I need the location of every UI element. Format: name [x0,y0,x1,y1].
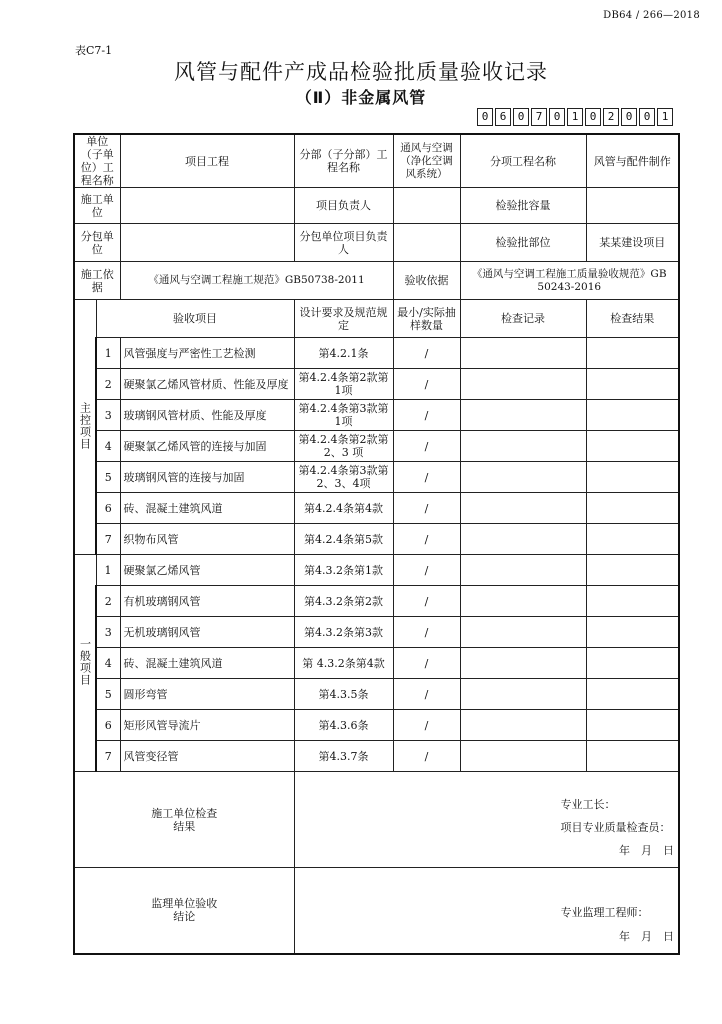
row-spec: 第4.3.5条 [294,679,393,710]
col-sample-header: 最小/实际抽样数量 [393,300,460,338]
row-sample[interactable]: / [393,431,460,462]
inspector-label: 项目专业质量检查员： [560,821,671,834]
row-item: 风管变径管 [120,741,294,772]
row-item: 无机玻璃钢风管 [120,617,294,648]
general-items-group [74,555,96,772]
row-number: 7 [96,741,120,772]
basis-label: 施工依据 [74,262,120,300]
main-items-group [74,300,96,555]
row-sample[interactable]: / [393,679,460,710]
row-result[interactable] [586,617,679,648]
code-digit-box: 0 [513,108,529,126]
row-sample[interactable]: / [393,369,460,400]
row-item: 风管强度与严密性工艺检测 [120,338,294,369]
basis-value[interactable]: 《通风与空调工程施工规范》GB50738-2011 [120,262,393,300]
page-subtitle: （Ⅱ）非金属风管 [295,88,427,107]
unit-label: 单位（子单位）工程名称 [74,134,120,188]
row-item: 硬聚氯乙烯风管 [120,555,294,586]
code-digit-box: 0 [639,108,655,126]
code-digit-box: 0 [621,108,637,126]
row-record[interactable] [460,710,586,741]
table-row [74,462,679,493]
row-number: 5 [96,679,120,710]
row-spec: 第4.2.4条第5款 [294,524,393,555]
row-sample[interactable]: / [393,462,460,493]
row-result[interactable] [586,555,679,586]
table-row [74,400,679,431]
row-record[interactable] [460,679,586,710]
subitem-label: 分项工程名称 [460,134,586,188]
code-digit-box: 1 [567,108,583,126]
construction-result-text: 施工单位检查结果 [151,806,218,833]
sub-manager-value[interactable] [393,224,460,262]
row-spec: 第4.2.4条第3款第2、3、4项 [294,462,393,493]
code-digit-box: 0 [477,108,493,126]
table-row [74,369,679,400]
capacity-value[interactable] [586,188,679,224]
location-label: 检验批部位 [460,224,586,262]
row-number: 5 [96,462,120,493]
row-item: 圆形弯管 [120,679,294,710]
supervision-result-label [74,868,294,954]
row-spec: 第4.2.4条第2款第2、3 项 [294,431,393,462]
row-spec: 第4.2.4条第4款 [294,493,393,524]
col-design-header: 设计要求及规范规定 [294,300,393,338]
subitem-value[interactable]: 风管与配件制作 [586,134,679,188]
row-result[interactable] [586,648,679,679]
row-record[interactable] [460,431,586,462]
manager-label: 项目负责人 [294,188,393,224]
table-row [74,524,679,555]
foreman-label: 专业工长： [560,798,616,811]
row-result[interactable] [586,338,679,369]
row-spec: 第 4.3.2条第4款 [294,648,393,679]
table-row [74,493,679,524]
row-number: 3 [96,617,120,648]
row-item: 硬聚氯乙烯风管材质、性能及厚度 [120,369,294,400]
location-value[interactable]: 某某建设项目 [586,224,679,262]
constructor-label: 施工单位 [74,188,120,224]
row-number: 2 [96,586,120,617]
code-digit-box: 7 [531,108,547,126]
row-result[interactable] [586,369,679,400]
row-item: 织物布风管 [120,524,294,555]
table-row [74,586,679,617]
row-spec: 第4.2.4条第3款第1项 [294,400,393,431]
row-spec: 第4.2.4条第2款第1项 [294,369,393,400]
row-sample[interactable]: / [393,710,460,741]
row-sample[interactable]: / [393,617,460,648]
row-record[interactable] [460,338,586,369]
code-digit-box: 6 [495,108,511,126]
supervision-result-area[interactable] [294,868,679,954]
sub-manager-label: 分包单位项目负责人 [294,224,393,262]
row-result[interactable] [586,400,679,431]
row-result[interactable] [586,710,679,741]
row-sample[interactable]: / [393,586,460,617]
row-item: 玻璃钢风管的连接与加固 [120,462,294,493]
division-label: 分部（子分部）工程名称 [294,134,393,188]
row-item: 硬聚氯乙烯风管的连接与加固 [120,431,294,462]
row-result[interactable] [586,679,679,710]
row-spec: 第4.3.2条第3款 [294,617,393,648]
row-spec: 第4.3.2条第1款 [294,555,393,586]
acceptance-basis-label: 验收依据 [393,262,460,300]
row-record[interactable] [460,555,586,586]
table-row [74,431,679,462]
table-row [74,710,679,741]
inspection-table [73,133,680,955]
table-row [74,648,679,679]
row-record[interactable] [460,617,586,648]
row-sample[interactable]: / [393,493,460,524]
row-result[interactable] [586,493,679,524]
row-record[interactable] [460,648,586,679]
form-number: 表C7-1 [75,44,113,57]
row-record[interactable] [460,462,586,493]
col-item-header: 验收项目 [96,300,294,338]
row-number: 6 [96,493,120,524]
table-row [74,617,679,648]
row-number: 3 [96,400,120,431]
row-sample[interactable]: / [393,400,460,431]
row-item: 砖、混凝土建筑风道 [120,648,294,679]
row-record[interactable] [460,586,586,617]
unit-value[interactable]: 项目工程 [120,134,294,188]
division-value[interactable]: 通风与空调（净化空调风系统） [393,134,460,188]
standard-code: DB64 / 266—2018 [603,10,700,21]
row-item: 玻璃钢风管材质、性能及厚度 [120,400,294,431]
row-record[interactable] [460,400,586,431]
row-item: 有机玻璃钢风管 [120,586,294,617]
col-result-header: 检查结果 [586,300,679,338]
code-digit-box: 2 [603,108,619,126]
manager-value[interactable] [393,188,460,224]
construction-date: 年 月 日 [619,844,674,857]
row-item: 矩形风管导流片 [120,710,294,741]
main-items-label: 主控项目 [78,401,92,450]
supervision-date: 年 月 日 [619,930,674,943]
capacity-label: 检验批容量 [460,188,586,224]
constructor-value[interactable] [120,188,294,224]
row-sample[interactable]: / [393,555,460,586]
row-result[interactable] [586,524,679,555]
subcontractor-label: 分包单位 [74,224,120,262]
row-record[interactable] [460,524,586,555]
row-spec: 第4.2.1条 [294,338,393,369]
general-items-label: 一般项目 [78,637,92,686]
row-spec: 第4.3.6条 [294,710,393,741]
row-number: 2 [96,369,120,400]
record-code-boxes [477,108,675,126]
row-number: 4 [96,431,120,462]
row-result[interactable] [586,431,679,462]
row-sample[interactable]: / [393,741,460,772]
engineer-label: 专业监理工程师： [560,906,649,919]
row-number: 6 [96,710,120,741]
row-result[interactable] [586,462,679,493]
row-number: 4 [96,648,120,679]
row-number: 1 [96,555,120,586]
table-row [74,679,679,710]
table-row [74,555,679,586]
supervision-result-text: 监理单位验收结论 [151,897,218,924]
subcontractor-value[interactable] [120,224,294,262]
row-item: 砖、混凝土建筑风道 [120,493,294,524]
table-row [74,338,679,369]
row-record[interactable] [460,493,586,524]
code-digit-box: 0 [585,108,601,126]
page-title: 风管与配件产成品检验批质量验收记录 [174,60,548,84]
col-record-header: 检查记录 [460,300,586,338]
row-spec: 第4.3.2条第2款 [294,586,393,617]
row-record[interactable] [460,369,586,400]
row-spec: 第4.3.7条 [294,741,393,772]
construction-result-area[interactable] [294,772,679,868]
row-sample[interactable]: / [393,524,460,555]
code-digit-box: 0 [549,108,565,126]
row-result[interactable] [586,741,679,772]
row-number: 7 [96,524,120,555]
code-digit-box: 1 [657,108,673,126]
construction-result-label [74,772,294,868]
row-sample[interactable]: / [393,648,460,679]
row-result[interactable] [586,586,679,617]
row-sample[interactable]: / [393,338,460,369]
table-row [74,741,679,772]
row-record[interactable] [460,741,586,772]
acceptance-basis-value[interactable]: 《通风与空调工程施工质量验收规范》GB 50243-2016 [460,262,679,300]
row-number: 1 [96,338,120,369]
